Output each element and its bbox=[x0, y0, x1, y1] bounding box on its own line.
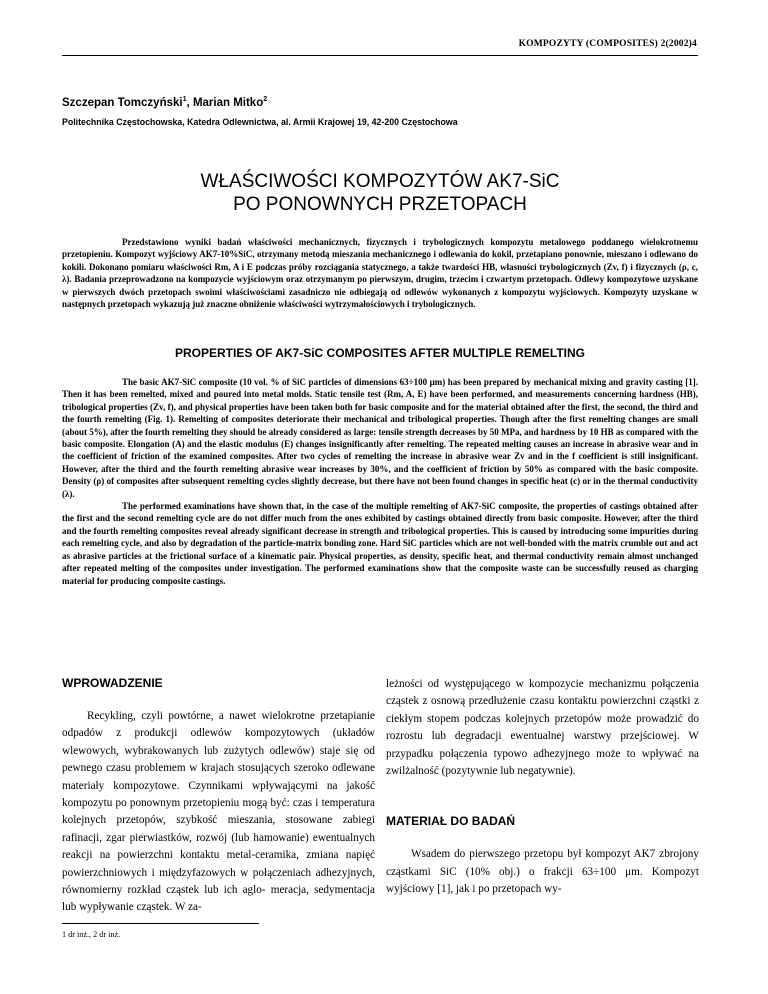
footnote-rule bbox=[62, 923, 259, 924]
paper-title-line-2: PO PONOWNYCH PRZETOPACH bbox=[233, 194, 527, 215]
footnote: 1 dr inż., 2 dr inż. bbox=[62, 930, 121, 939]
running-head: KOMPOZYTY (COMPOSITES) 2(2002)4 bbox=[518, 39, 697, 49]
introduction-paragraph-continued: leżności od występującego w kompozycie mechanizmu połączenia cząstek z osnową przedłużenie czasu kontaktu powierzchni cząstki z ciekłym stopem podczas kolejnych przetopów może prowadzić do rozrostu lub degradacji ewentualnej warstwy przejściowej. W przypadku połączenia typowo adhezyjnego może to wpływać na zwilżalność (pozytywnie lub negatywnie). bbox=[386, 678, 699, 778]
paper-title-line-1: WŁAŚCIWOŚCI KOMPOZYTÓW AK7-SiC bbox=[200, 171, 560, 192]
author-2-mark: 2 bbox=[263, 95, 268, 104]
abstract-english bbox=[62, 376, 698, 587]
abstract-polish bbox=[62, 236, 698, 310]
paper-title bbox=[62, 170, 698, 216]
right-column bbox=[386, 676, 699, 899]
author-2-name: Marian Mitko bbox=[192, 97, 264, 109]
author-1-mark: 1 bbox=[182, 95, 187, 104]
abstract-polish-text: Przedstawiono wyniki badań właściwości mechanicznych, fizycznych i trybologicznych kompozytu metalowego poddanego wielokrotnemu przetopieniu. Kompozyt wyjściowy AK7-10%SiC, otrzymany metodą mieszania mechanicznego i odlewania do kokil, przetapiano ponownie, mieszano i odlewano do kokili. Dokonano pomiaru właściwości Rm, A i E podczas próby rozciągania statycznego, a także twardości HB, własności trybologicznych (Zv, f) i fizycznych (ρ, c, λ). Badania przeprowadzono na kompozycie wyjściowym oraz otrzymanym po pierwszym, drugim, trzecim i czwartym przetopach. Odlewy kompozytowe uzyskane w pierwszych dwóch przetopach swoimi właściwościami zasadniczo nie odbiegają od odlewów wykonanych z kompozytu wyjściowych. Kompozyty uzyskane w następnych przetopach wykazują już znaczne obniżenie właściwości wytrzymałościowych i trybologicznych. bbox=[62, 237, 698, 310]
section-heading-introduction: WPROWADZENIE bbox=[62, 676, 163, 690]
abstract-english-paragraph-2: The performed examinations have shown that, in the case of the multiple remelting of AK7-SiC composite, the properties of castings obtained after the first and the second remelting cycle are do not differ much from the ones exhibited by castings obtained directly from basic composite. However, after the third and the fourth remelting composites reveal already significant decrease in strength and tribological properties. This is caused by introducing some impurities during each remelting cycle, and also by degradation of the particle-matrix bonding zone. Hard SiC particles which are not well-bonded with the matrix crumble out and act as abrasive particles at the frictional surface of a kinematic pair. Physical properties, as density, specific heat, and thermal conductivity remain almost unchanged after repeated melting of the composites under investigation. The performed examinations show that the composite waste can be successfully reused as charging material for producing composite castings. bbox=[62, 501, 698, 586]
author-line bbox=[62, 97, 267, 109]
abstract-english-paragraph-1: The basic AK7-SiC composite (10 vol. % of SiC particles of dimensions 63÷100 μm) has been prepared by mechanical mixing and gravity casting [1]. Then it has been remelted, mixed and poured into metal molds. Static tensile test (Rm, A, E) have been performed, and measurements concerning hardness (HB), tribological properties (Zv, f), and physical properties have been taken both for basic composite and for the material obtained after the first, the second, the third and the fourth remelting (Fig. 1). Remelting of composites deteriorate their mechanical and tribological properties. Though after the first remelting changes are small (about 5%), after the fourth remelting they should be already considered as large: tensile strength decreases by 50 MPa, and hardness by 10 HB as compared with the basic composite. Elongation (A) and the elastic modulus (E) changes insignificantly after remelting. The repeated melting causes an increase in abrasive wear and in the coefficient of friction of the examined composites. After two cycles of remelting the increase in abrasive wear Zv and in the f coefficient is still insignificant. However, after the third and the fourth remelting abrasive wear increases by 30%, and the coefficient of friction by 50% as compared with the basic composite. Density (ρ) of composites after subsequent remelting cycles slightly decrease, but there have not been found changes in specific heat (c) or in the thermal conductivity (λ). bbox=[62, 377, 698, 499]
introduction-paragraph: Recykling, czyli powtórne, a nawet wielokrotne przetapianie odpadów z produkcji odlewów kompozytowych (układów wlewowych, wybrakowanych lub zużytych odlewów) staje się od pewnego czasu problemem w krajach stosujących szeroko odlewane materiały kompozytowe. Czynnikami wpływającymi na jakość kompozytu po ponownym przetopieniu mogą być: czas i temperatura kolejnych przetopów, szybkość mieszania, stosowane zabiegi rafinacji, zgar pierwiastków, rozwój (lub hamowanie) ewentualnych reakcji na powierzchni kontaktu metal-ceramika, zmiana napięć powierzchniowych i międzyfazowych w połączeniach adhezyjnych, równomierny rozkład cząstek lub ich aglo- meracja, sedymentacja lub wypływanie cząstek. W za- bbox=[62, 710, 375, 914]
author-separator: , bbox=[186, 97, 193, 109]
left-column bbox=[62, 676, 375, 917]
header-rule bbox=[62, 55, 698, 56]
author-1-name: Szczepan Tomczyński bbox=[62, 97, 183, 109]
section-heading-material: MATERIAŁ DO BADAŃ bbox=[386, 814, 516, 829]
affiliation: Politechnika Częstochowska, Katedra Odlewnictwa, al. Armii Krajowej 19, 42-200 Częstochowa bbox=[62, 117, 458, 127]
english-title: PROPERTIES OF AK7-SiC COMPOSITES AFTER MULTIPLE REMELTING bbox=[174, 346, 585, 360]
material-paragraph: Wsadem do pierwszego przetopu był kompozyt AK7 zbrojony cząstkami SiC (10% obj.) o frakcji 63÷100 μm. Kompozyt wyjściowy [1], jak i po przetopach wy- bbox=[386, 848, 699, 896]
